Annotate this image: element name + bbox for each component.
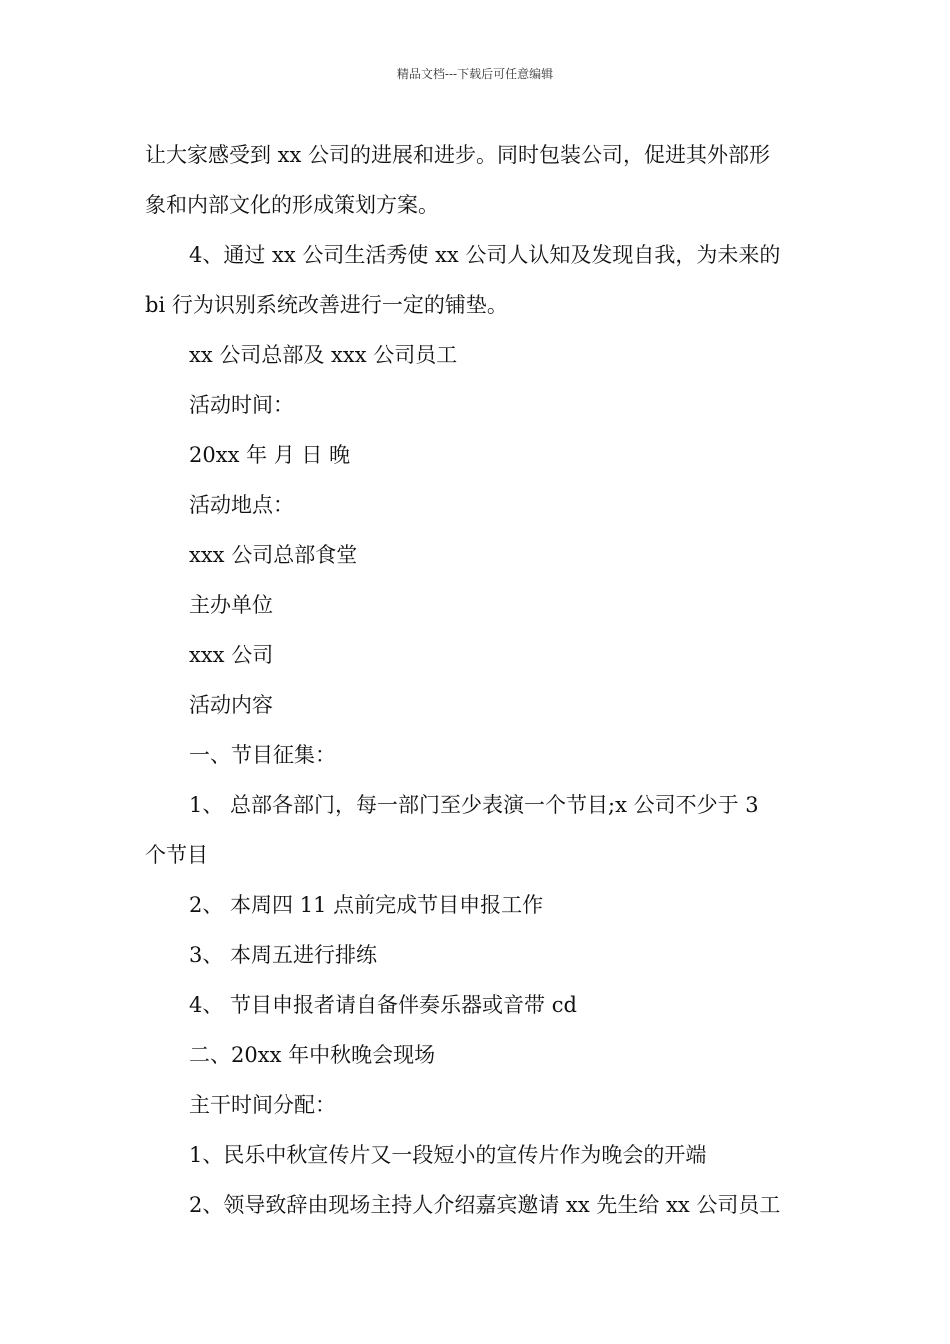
page-header: 精品文档---下载后可任意编辑 bbox=[396, 67, 554, 81]
paragraph-line: 活动地点： bbox=[189, 493, 294, 517]
paragraph-line: 20xx 年 月 日 晚 bbox=[189, 443, 351, 467]
paragraph-line: 一、节目征集： bbox=[189, 743, 336, 767]
paragraph-line: 主办单位 bbox=[189, 593, 273, 617]
paragraph-line: 象和内部文化的形成策划方案。 bbox=[145, 193, 439, 217]
paragraph-line: 2、 本周四 11 点前完成节目申报工作 bbox=[189, 893, 544, 917]
paragraph-line: 4、通过 xx 公司生活秀使 xx 公司人认知及发现自我，为未来的 bbox=[189, 243, 781, 267]
document-body bbox=[145, 130, 810, 1230]
paragraph-line: 1、 总部各部门，每一部门至少表演一个节目;x 公司不少于 3 bbox=[189, 793, 759, 817]
paragraph-line: xxx 公司 bbox=[189, 643, 274, 667]
paragraph-line: 活动时间： bbox=[189, 393, 294, 417]
paragraph-line: bi 行为识别系统改善进行一定的铺垫。 bbox=[145, 293, 508, 317]
paragraph-line: 个节目 bbox=[145, 843, 208, 867]
paragraph-line: 3、 本周五进行排练 bbox=[189, 943, 378, 967]
paragraph-line: 4、 节目申报者请自备伴奏乐器或音带 cd bbox=[189, 993, 577, 1017]
paragraph-line: 二、20xx 年中秋晚会现场 bbox=[189, 1043, 436, 1067]
paragraph-line: 2、领导致辞由现场主持人介绍嘉宾邀请 xx 先生给 xx 公司员工 bbox=[189, 1193, 781, 1217]
paragraph-line: 活动内容 bbox=[189, 693, 273, 717]
paragraph-line: 让大家感受到 xx 公司的进展和进步。同时包装公司，促进其外部形 bbox=[145, 143, 771, 167]
paragraph-line: 主干时间分配： bbox=[189, 1093, 336, 1117]
paragraph-line: 1、民乐中秋宣传片又一段短小的宣传片作为晚会的开端 bbox=[189, 1143, 707, 1167]
paragraph-line: xxx 公司总部食堂 bbox=[189, 543, 358, 567]
paragraph-line: xx 公司总部及 xxx 公司员工 bbox=[189, 343, 458, 367]
